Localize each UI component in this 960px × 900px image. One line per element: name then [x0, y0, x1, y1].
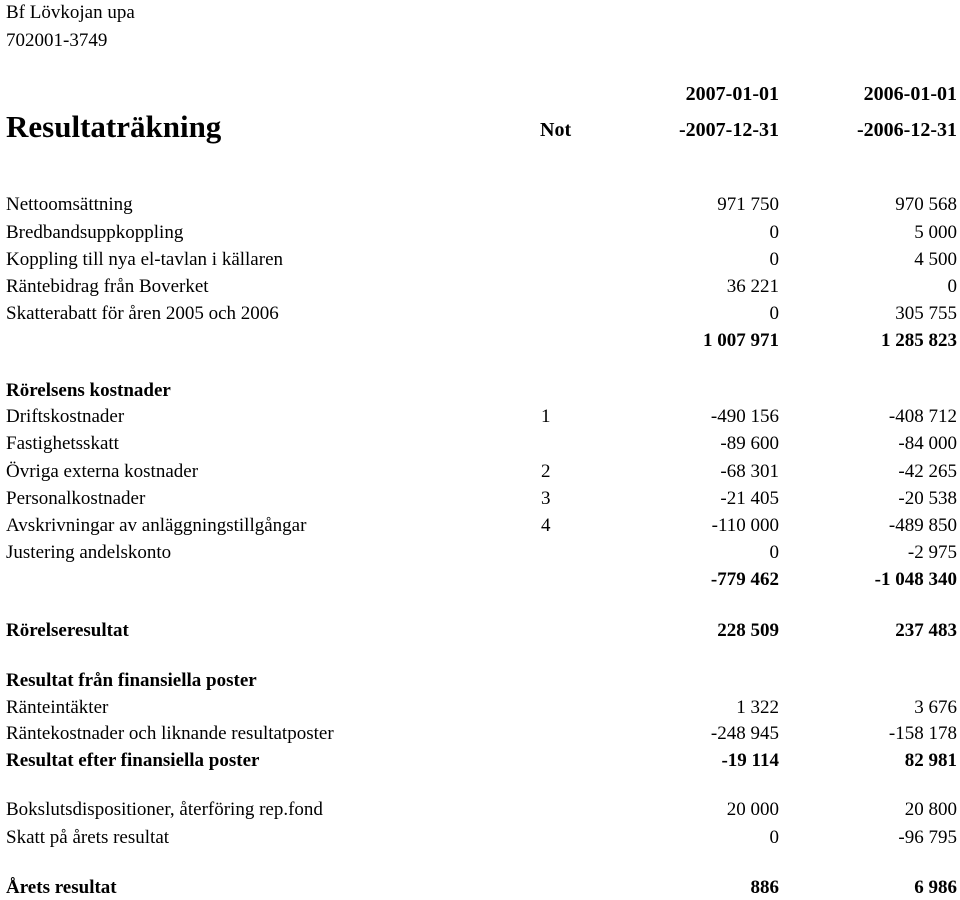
table-row	[0, 798, 960, 822]
row-value-current: 0	[769, 249, 779, 270]
row-value-previous: -20 538	[898, 488, 957, 509]
table-row	[0, 221, 960, 245]
row-value-previous: 4 500	[914, 249, 957, 270]
table-row	[0, 514, 960, 538]
row-value-previous: -96 795	[898, 827, 957, 848]
table-row	[0, 460, 960, 484]
row-value-current: 971 750	[717, 194, 779, 215]
table-row	[0, 275, 960, 299]
row-label: Rörelsens kostnader	[6, 380, 171, 401]
row-label: Justering andelskonto	[6, 542, 172, 563]
row-value-current: -21 405	[720, 488, 779, 509]
row-value-current: 20 000	[726, 799, 779, 820]
previous-period-start: 2006-01-01	[863, 83, 957, 105]
row-value-previous: -1 048 340	[874, 569, 957, 590]
table-row	[0, 749, 960, 773]
table-row	[0, 248, 960, 272]
row-label: Bokslutsdispositioner, återföring rep.fond	[6, 799, 323, 820]
row-label: Skatt på årets resultat	[6, 827, 170, 848]
row-label: Bredbandsuppkoppling	[6, 222, 184, 243]
table-row	[0, 405, 960, 429]
row-note: 2	[541, 461, 551, 482]
row-value-previous: 237 483	[895, 620, 957, 641]
table-row	[0, 487, 960, 511]
row-value-previous: 3 676	[914, 697, 957, 718]
row-label: Rörelseresultat	[6, 620, 129, 641]
row-label: Övriga externa kostnader	[6, 461, 199, 482]
table-row	[0, 619, 960, 643]
row-value-current: -110 000	[711, 515, 779, 536]
row-note: 4	[541, 515, 551, 536]
table-row	[0, 432, 960, 456]
table-row	[0, 696, 960, 720]
row-label: Personalkostnader	[6, 488, 146, 509]
row-value-previous: 0	[947, 276, 957, 297]
row-value-current: 0	[769, 542, 779, 563]
row-label: Räntekostnader och liknande resultatposter	[6, 723, 334, 744]
row-value-current: -248 945	[710, 723, 779, 744]
row-value-current: 886	[750, 877, 779, 898]
row-label: Nettoomsättning	[6, 194, 133, 215]
row-value-previous: -42 265	[898, 461, 957, 482]
row-label: Avskrivningar av anläggningstillgångar	[6, 515, 307, 536]
row-value-previous: 5 000	[914, 222, 957, 243]
table-row	[0, 193, 960, 217]
row-value-current: 0	[769, 303, 779, 324]
row-value-previous: 970 568	[895, 194, 957, 215]
page-title: Resultaträkning	[6, 109, 222, 144]
row-label: Ränteintäkter	[6, 697, 109, 718]
organization-name: Bf Lövkojan upa	[6, 2, 135, 23]
row-value-previous: -408 712	[888, 406, 957, 427]
row-value-current: 1 007 971	[703, 330, 779, 351]
table-row	[0, 826, 960, 850]
row-value-current: 0	[769, 827, 779, 848]
row-label: Fastighetsskatt	[6, 433, 119, 454]
table-row	[0, 379, 960, 403]
previous-period-end: -2006-12-31	[857, 119, 957, 141]
table-row	[0, 876, 960, 900]
row-label: Resultat från finansiella poster	[6, 670, 257, 691]
table-row	[0, 541, 960, 565]
table-row	[0, 722, 960, 746]
row-value-current: -779 462	[710, 569, 779, 590]
table-row	[0, 302, 960, 326]
current-period-start: 2007-01-01	[685, 83, 779, 105]
row-note: 3	[541, 488, 551, 509]
row-label: Räntebidrag från Boverket	[6, 276, 209, 297]
row-value-previous: 20 800	[904, 799, 957, 820]
note-column-header: Not	[540, 119, 572, 141]
row-value-previous: -2 975	[907, 542, 957, 563]
row-value-previous: 1 285 823	[881, 330, 957, 351]
row-value-previous: -158 178	[888, 723, 957, 744]
row-value-current: 0	[769, 222, 779, 243]
organization-number: 702001-3749	[6, 30, 108, 51]
row-label: Resultat efter finansiella poster	[6, 750, 260, 771]
row-value-current: -89 600	[720, 433, 779, 454]
row-value-previous: 6 986	[914, 877, 957, 898]
row-value-previous: -489 850	[888, 515, 957, 536]
table-row	[0, 329, 960, 353]
row-value-current: -490 156	[710, 406, 779, 427]
row-label: Skatterabatt för åren 2005 och 2006	[6, 303, 279, 324]
row-note: 1	[541, 406, 551, 427]
row-label: Årets resultat	[6, 877, 117, 898]
row-value-current: -19 114	[721, 750, 779, 771]
row-label: Koppling till nya el-tavlan i källaren	[6, 249, 284, 270]
row-value-current: 1 322	[736, 697, 779, 718]
current-period-end: -2007-12-31	[679, 119, 779, 141]
table-row	[0, 669, 960, 693]
row-value-current: 36 221	[726, 276, 779, 297]
row-value-previous: 82 981	[904, 750, 957, 771]
table-row	[0, 568, 960, 592]
row-value-current: 228 509	[717, 620, 779, 641]
row-value-previous: -84 000	[898, 433, 957, 454]
row-value-previous: 305 755	[895, 303, 957, 324]
row-label: Driftskostnader	[6, 406, 125, 427]
row-value-current: -68 301	[720, 461, 779, 482]
